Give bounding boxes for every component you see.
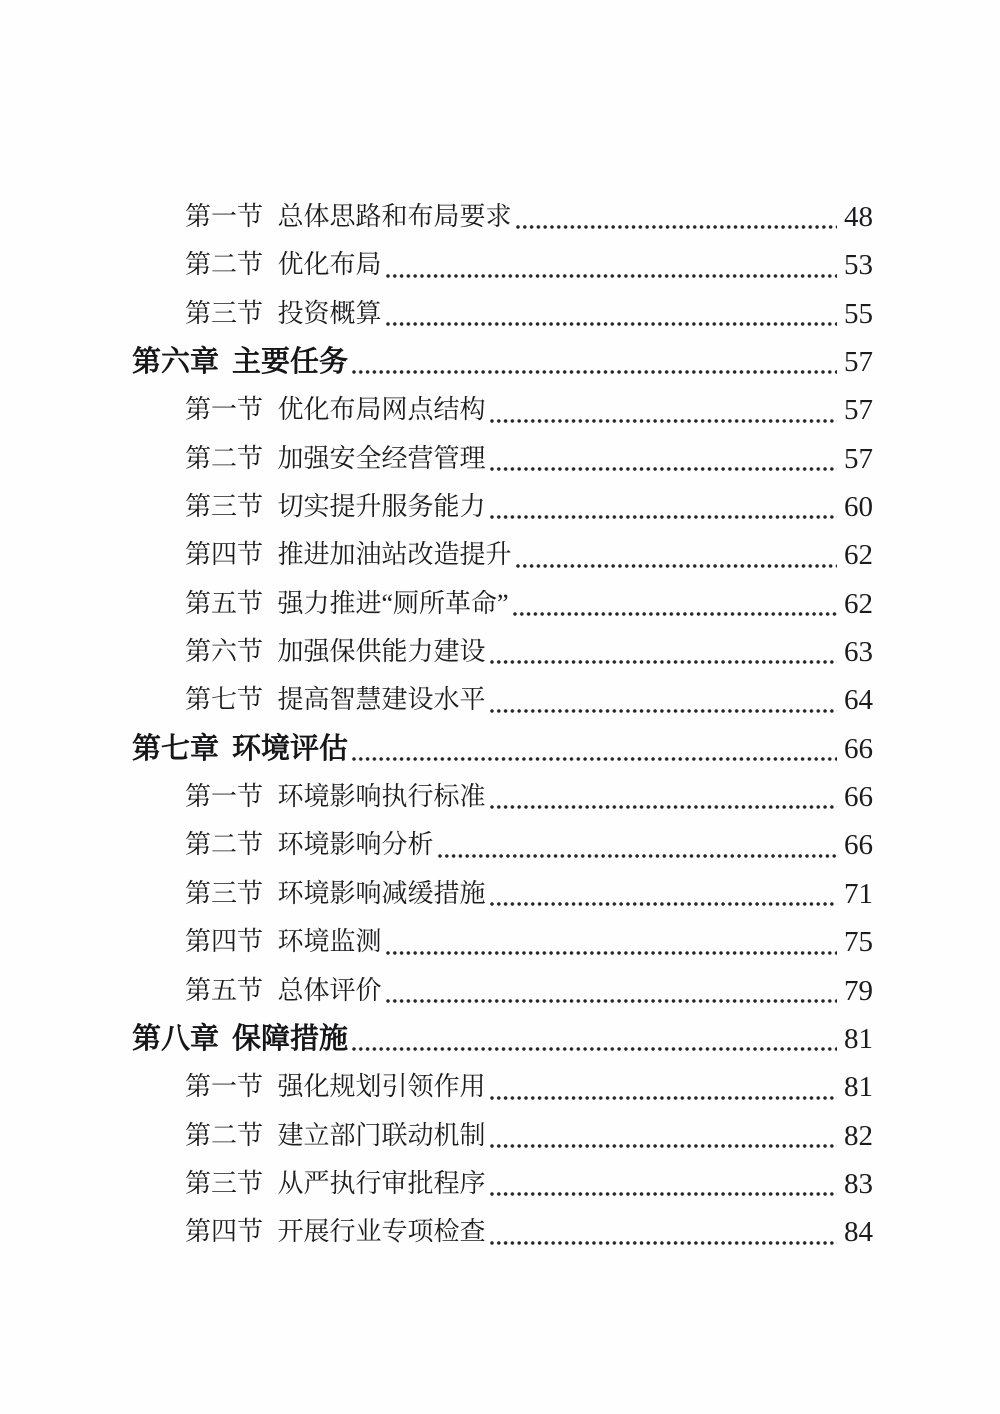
toc-entry-title: 第六节 加强保供能力建设 <box>185 637 486 667</box>
toc-entry-title: 第三节 投资概算 <box>185 298 382 328</box>
dotted-leader <box>348 725 840 773</box>
toc-entry-page: 62 <box>844 539 873 572</box>
toc-entry-title: 第一节 强化规划引领作用 <box>185 1072 486 1102</box>
toc-entry <box>0 1160 1000 1208</box>
dotted-leader <box>486 1112 840 1160</box>
toc-entry-page: 81 <box>844 1022 873 1055</box>
toc-entry-title: 第一节 环境影响执行标准 <box>185 782 486 812</box>
toc-chapter-title: 第八章 保障措施 <box>132 1022 349 1055</box>
toc-entry <box>0 1063 1000 1111</box>
dotted-leader <box>486 676 840 724</box>
toc-entry <box>0 193 1000 241</box>
dotted-leader <box>382 241 840 289</box>
toc-entry-page: 66 <box>844 781 873 814</box>
toc-entry <box>0 1208 1000 1256</box>
toc-entry-page: 79 <box>844 974 873 1007</box>
toc-entry <box>0 386 1000 434</box>
toc-entry-page: 75 <box>844 926 873 959</box>
toc-entry <box>0 676 1000 724</box>
dotted-leader <box>486 1160 840 1208</box>
toc-entry <box>0 870 1000 918</box>
dotted-leader <box>486 1063 840 1111</box>
dotted-leader <box>512 193 840 241</box>
dotted-leader <box>486 870 840 918</box>
toc-entry-page: 66 <box>844 829 873 862</box>
toc-entry-title: 第一节 优化布局网点结构 <box>185 395 486 425</box>
toc-entry-page: 66 <box>844 732 873 765</box>
toc-entry-page: 82 <box>844 1119 873 1152</box>
toc-chapter-entry <box>0 725 1000 773</box>
toc-entry-page: 55 <box>844 297 873 330</box>
toc-entry <box>0 290 1000 338</box>
toc-entry-title: 第一节 总体思路和布局要求 <box>185 202 512 231</box>
toc-entry-title: 第二节 加强安全经营管理 <box>185 443 486 473</box>
toc-entry-page: 62 <box>844 587 873 620</box>
toc-entry <box>0 531 1000 579</box>
toc-entry <box>0 580 1000 628</box>
toc-entry <box>0 821 1000 869</box>
toc-entry-page: 60 <box>844 491 873 524</box>
toc-chapter-title: 第七章 环境评估 <box>132 732 349 765</box>
toc-entry-title: 第四节 推进加油站改造提升 <box>185 540 512 570</box>
toc-entry-page: 84 <box>844 1216 873 1249</box>
dotted-leader <box>512 531 840 579</box>
toc-entry-title: 第三节 从严执行审批程序 <box>185 1168 486 1198</box>
dotted-leader <box>382 967 840 1015</box>
toc-entry-title: 第四节 环境监测 <box>185 927 382 957</box>
toc-entry-title: 第五节 强力推进“厕所革命” <box>185 588 509 618</box>
toc-entry <box>0 628 1000 676</box>
toc-entry-title: 第二节 优化布局 <box>185 250 382 280</box>
toc-entry-title: 第五节 总体评价 <box>185 975 382 1005</box>
dotted-leader <box>486 483 840 531</box>
toc-entry-page: 57 <box>844 394 873 427</box>
toc-entry <box>0 918 1000 966</box>
dotted-leader <box>382 290 840 338</box>
toc-entry-page: 53 <box>844 249 873 282</box>
toc-entry-page: 48 <box>844 201 873 233</box>
dotted-leader <box>348 338 840 386</box>
toc-entry <box>0 967 1000 1015</box>
toc-entry-page: 64 <box>844 684 873 717</box>
dotted-leader <box>382 918 840 966</box>
toc-entry <box>0 483 1000 531</box>
toc-entry <box>0 1112 1000 1160</box>
toc-entry-title: 第三节 切实提升服务能力 <box>185 492 486 522</box>
toc-entry-page: 57 <box>844 346 873 379</box>
toc-chapter-title: 第六章 主要任务 <box>132 346 349 379</box>
toc-entry-page: 81 <box>844 1071 873 1104</box>
toc-entry <box>0 435 1000 483</box>
toc-chapter-entry <box>0 338 1000 386</box>
dotted-leader <box>434 821 840 869</box>
dotted-leader <box>486 386 840 434</box>
dotted-leader <box>509 580 840 628</box>
dotted-leader <box>348 1015 840 1063</box>
toc-entry <box>0 241 1000 289</box>
dotted-leader <box>486 435 840 483</box>
toc-entry-title: 第七节 提高智慧建设水平 <box>185 685 486 715</box>
dotted-leader <box>486 1208 840 1256</box>
toc-entry-title: 第三节 环境影响减缓措施 <box>185 878 486 908</box>
toc-entry-title: 第四节 开展行业专项检查 <box>185 1217 486 1247</box>
toc-chapter-entry <box>0 1015 1000 1063</box>
dotted-leader <box>486 628 840 676</box>
toc-entry-page: 83 <box>844 1167 873 1200</box>
toc-entry-page: 57 <box>844 442 873 475</box>
toc-entry <box>0 773 1000 821</box>
toc-entry-page: 71 <box>844 877 873 910</box>
toc-entry-title: 第二节 环境影响分析 <box>185 830 434 860</box>
toc-entry-title: 第二节 建立部门联动机制 <box>185 1120 486 1150</box>
dotted-leader <box>486 773 840 821</box>
toc-entry-page: 63 <box>844 636 873 669</box>
